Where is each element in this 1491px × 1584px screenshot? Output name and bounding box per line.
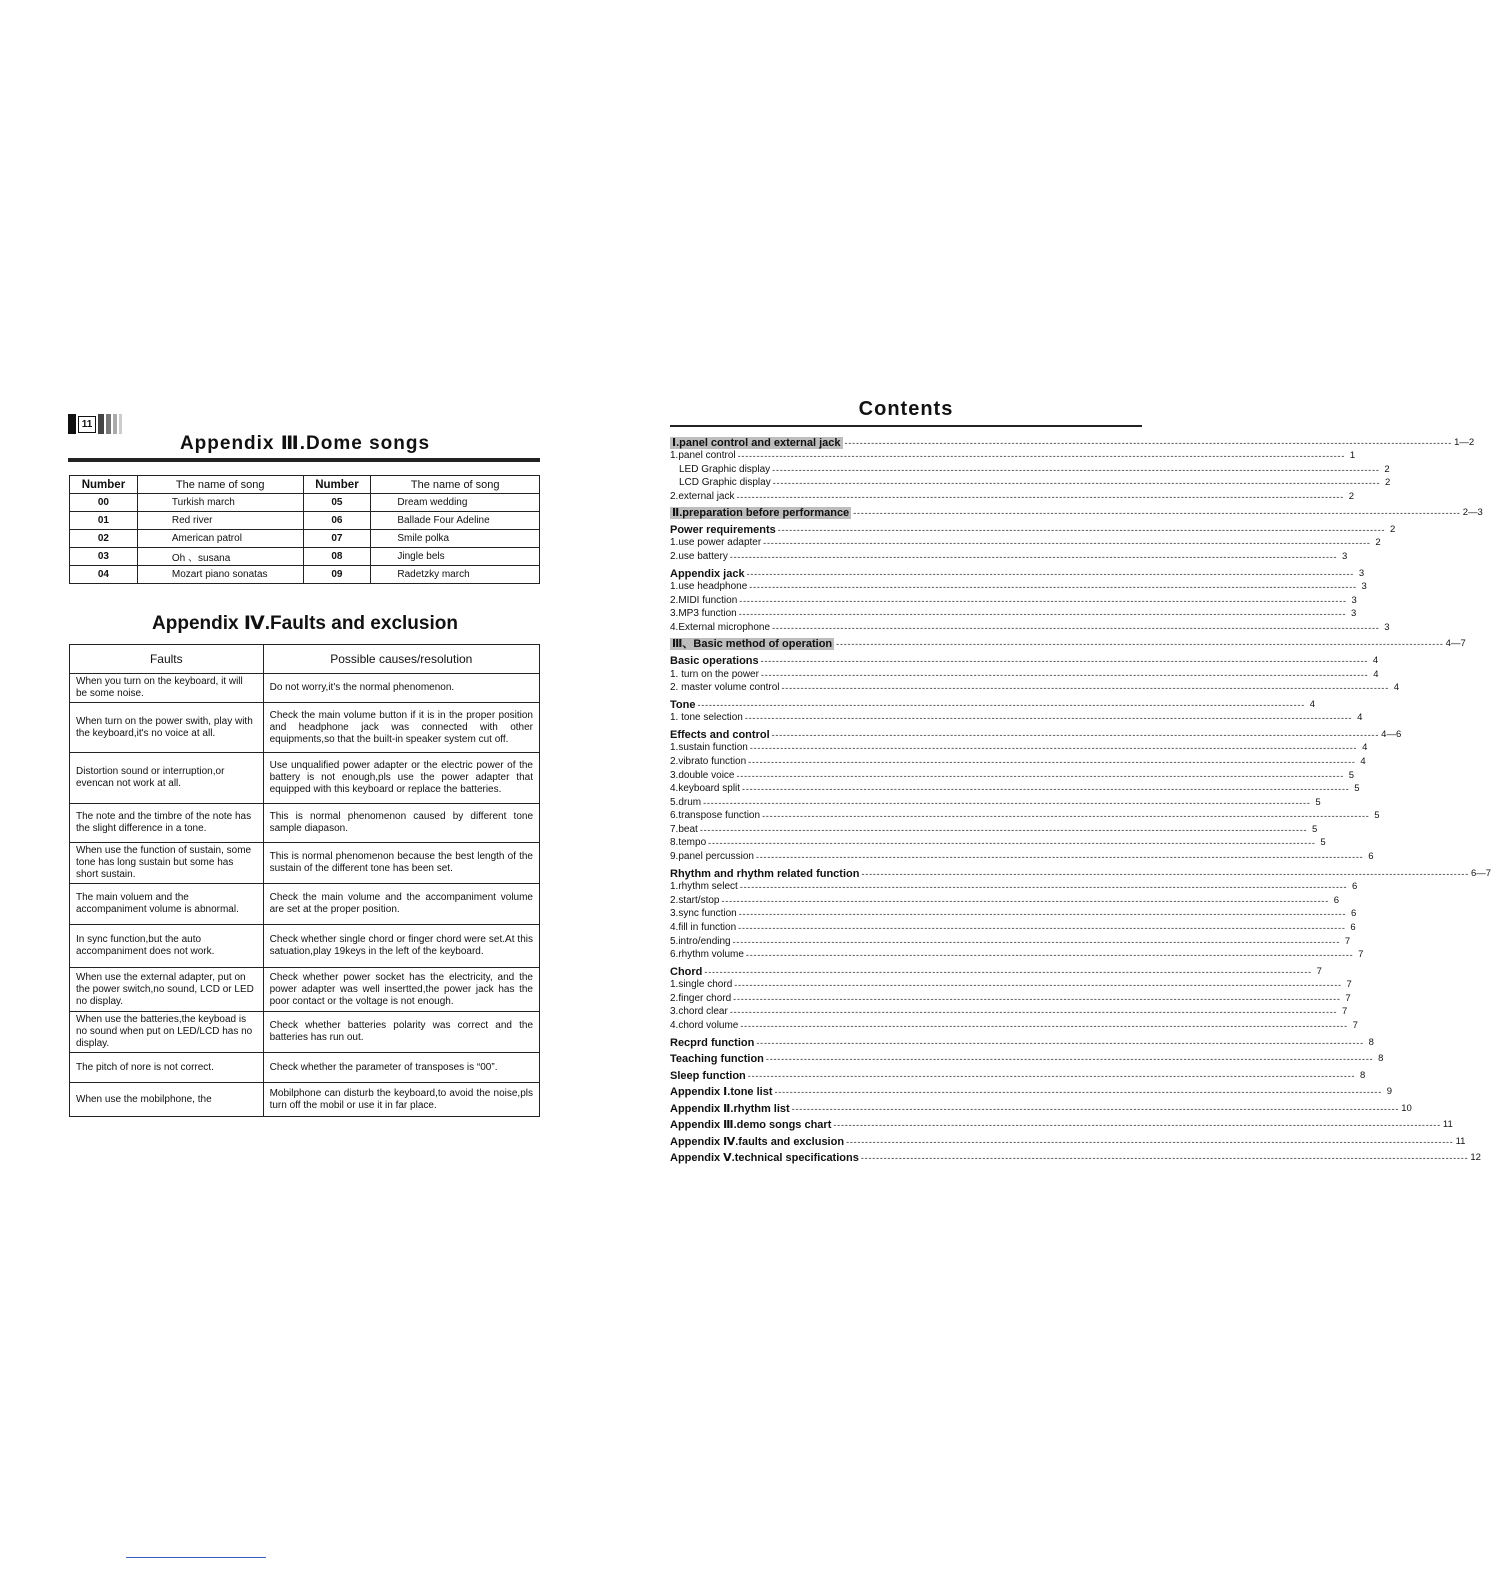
table-header-row	[70, 645, 540, 674]
toc-page-number: 11	[1455, 1135, 1466, 1147]
toc-page-number: 9	[1386, 1086, 1393, 1097]
song-number: 08	[303, 548, 371, 566]
toc-entry-label: LED Graphic display	[679, 463, 771, 475]
fault-cell: The note and the timbre of the note has the slight difference in a tone.	[70, 804, 264, 843]
toc-page-number: 2—3	[1462, 507, 1483, 519]
toc-page-number: 6	[1333, 894, 1339, 906]
toc-entry	[670, 432, 1475, 449]
toc-page-number: 10	[1401, 1102, 1412, 1114]
toc-page-number: 6	[1350, 908, 1357, 920]
toc-entry	[670, 920, 1356, 934]
toc-page-number: 7	[1344, 935, 1351, 947]
song-number: 06	[303, 512, 371, 530]
page-number-badge	[68, 414, 124, 434]
toc-entry-label: 3.double voice	[670, 769, 735, 781]
column-header: The name of song	[371, 476, 540, 494]
song-name-text: Turkish march	[171, 497, 235, 508]
toc-leader: ----------------------------------------------------------------------------------------------------------------------------------------------------------------	[747, 1070, 1356, 1081]
cause-cell: Do not worry,it's the normal phenomenon.	[263, 674, 539, 703]
toc-leader: ----------------------------------------------------------------------------------------------------------------------------------------------------------------	[771, 729, 1380, 740]
toc-entry	[670, 863, 1491, 880]
toc-page-number: 4	[1360, 755, 1366, 767]
toc-leader: ----------------------------------------------------------------------------------------------------------------------------------------------------------------	[699, 824, 1308, 835]
toc-page-number: 6	[1352, 881, 1358, 893]
toc-page-number: 7	[1358, 949, 1364, 961]
toc-entry-label: 7.beat	[670, 823, 698, 835]
song-name	[371, 512, 540, 530]
toc-entry-label: 1.rhythm select	[670, 881, 738, 893]
cause-cell: Check whether the parameter of transposes is “00”.	[263, 1053, 539, 1083]
toc-leader: ----------------------------------------------------------------------------------------------------------------------------------------------------------------	[737, 451, 1346, 462]
toc-page-number: 4	[1357, 712, 1363, 724]
song-name	[137, 530, 303, 548]
toc-page-number: 8	[1378, 1053, 1384, 1064]
toc-leader: ----------------------------------------------------------------------------------------------------------------------------------------------------------------	[772, 478, 1381, 489]
toc-leader: ----------------------------------------------------------------------------------------------------------------------------------------------------------------	[745, 950, 1354, 961]
toc-entry	[670, 1049, 1384, 1066]
toc-entry	[670, 536, 1381, 550]
toc-entry	[670, 667, 1379, 681]
toc-leader: ----------------------------------------------------------------------------------------------------------------------------------------------------------------	[853, 508, 1461, 519]
toc-page-number: 7	[1345, 992, 1351, 1004]
toc-entry-label: 4.fill in function	[670, 921, 737, 933]
toc-entry-label: Ⅱ.preparation before performance	[672, 507, 850, 520]
toc-entry	[670, 476, 1391, 490]
toc-leader: ----------------------------------------------------------------------------------------------------------------------------------------------------------------	[777, 524, 1386, 535]
toc-entry	[670, 1005, 1348, 1019]
toc-entry-label: 4.keyboard split	[670, 783, 741, 795]
cause-cell: Use unqualified power adapter or the electric power of the battery is not enough,pls use the power adapter that equipped with this keyboard or replace the batteries.	[263, 753, 539, 804]
toc-leader: ----------------------------------------------------------------------------------------------------------------------------------------------------------------	[774, 1087, 1383, 1097]
toc-entry	[670, 462, 1390, 476]
faults-table	[69, 644, 540, 1117]
table-row	[70, 512, 540, 530]
toc-entry-label: 1.panel control	[670, 450, 736, 462]
table-row	[70, 804, 540, 843]
toc-entry	[670, 503, 1483, 520]
toc-page-number: 7	[1316, 965, 1322, 977]
toc-entry-label: 1.use power adapter	[670, 537, 762, 549]
toc-entry-label: 2. master volume control	[670, 682, 780, 694]
table-row	[70, 1083, 540, 1117]
toc-leader: ----------------------------------------------------------------------------------------------------------------------------------------------------------------	[756, 1037, 1364, 1048]
toc-leader: ----------------------------------------------------------------------------------------------------------------------------------------------------------------	[721, 895, 1329, 906]
toc-page-number: 5	[1374, 810, 1380, 822]
song-name-text: Jingle bels	[397, 551, 445, 562]
toc-entry-label: 4.chord volume	[670, 1020, 739, 1031]
toc-page-number: 5	[1312, 823, 1318, 835]
toc-entry-label: Recprd function	[670, 1036, 755, 1049]
toc-entry-label: 5.intro/ending	[670, 935, 731, 947]
toc-leader: ----------------------------------------------------------------------------------------------------------------------------------------------------------------	[749, 743, 1358, 754]
toc-leader: ----------------------------------------------------------------------------------------------------------------------------------------------------------------	[846, 1136, 1454, 1147]
toc-entry-label: LCD Graphic display	[679, 477, 771, 489]
toc-page-number: 3	[1358, 567, 1365, 579]
toc-entry	[670, 880, 1358, 894]
toc-leader: ----------------------------------------------------------------------------------------------------------------------------------------------------------------	[844, 437, 1453, 448]
toc-page-number: 3	[1350, 608, 1357, 620]
song-name-text: Oh 、susana	[171, 553, 231, 564]
table-row	[70, 548, 540, 566]
toc-leader: ----------------------------------------------------------------------------------------------------------------------------------------------------------------	[738, 909, 1347, 920]
song-name	[137, 494, 303, 512]
cause-cell: Check the main volume and the accompaniment volume are set at the proper position.	[263, 884, 539, 925]
toc-entry	[670, 724, 1402, 741]
cause-cell: Check whether power socket has the electricity, and the power adapter was well insertted,the power jack has the poor contact or the voltage is not enough.	[263, 968, 539, 1012]
toc-page-number: 8	[1368, 1036, 1374, 1048]
toc-leader: ----------------------------------------------------------------------------------------------------------------------------------------------------------------	[742, 784, 1350, 795]
cause-cell: Check whether batteries polarity was correct and the batteries has run out.	[263, 1012, 539, 1053]
toc-entry-label: Chord	[670, 965, 703, 978]
toc-entry	[670, 634, 1466, 651]
toc-page-number: 11	[1442, 1119, 1453, 1130]
toc-page-number: 4—7	[1445, 638, 1466, 650]
toc-entry	[670, 1065, 1366, 1082]
song-number: 05	[303, 494, 371, 512]
toc-leader: ----------------------------------------------------------------------------------------------------------------------------------------------------------------	[861, 868, 1469, 879]
toc-page-number: 5	[1354, 783, 1360, 795]
toc-entry-label: 1.single chord	[670, 979, 733, 991]
table-row	[70, 703, 540, 753]
toc-leader: ----------------------------------------------------------------------------------------------------------------------------------------------------------------	[772, 622, 1380, 633]
table-row	[70, 1053, 540, 1083]
table-row	[70, 530, 540, 548]
song-number: 04	[70, 566, 138, 584]
toc-leader: ----------------------------------------------------------------------------------------------------------------------------------------------------------------	[762, 811, 1370, 822]
song-name-text: Dream wedding	[397, 497, 468, 508]
toc-entry-label: 3.chord clear	[670, 1006, 728, 1018]
toc-entry-label: Appendix Ⅱ.rhythm list	[670, 1102, 790, 1115]
toc-entry	[670, 681, 1400, 695]
toc-entry-label: Effects and control	[670, 728, 770, 741]
toc-entry	[670, 768, 1355, 782]
fault-cell: The pitch of nore is not correct.	[70, 1053, 264, 1083]
toc-entry	[670, 519, 1396, 536]
cause-cell: Check the main volume button if it is in the proper position and headphone jack was connected with other equipments,so that the built-in speaker system cut off.	[263, 703, 539, 753]
table-row	[70, 494, 540, 512]
toc-page-number: 7	[1342, 1006, 1348, 1018]
toc-page-number: 3	[1361, 581, 1367, 593]
toc-entry-label: Basic operations	[670, 654, 759, 667]
toc-page-number: 1—2	[1454, 436, 1475, 448]
toc-entry-label: 6.transpose function	[670, 810, 761, 822]
toc-entry	[670, 961, 1322, 978]
toc-page-number: 12	[1470, 1152, 1481, 1163]
toc-page-number: 7	[1352, 1020, 1358, 1031]
toc-leader: ----------------------------------------------------------------------------------------------------------------------------------------------------------------	[739, 595, 1347, 606]
toc-leader: ----------------------------------------------------------------------------------------------------------------------------------------------------------------	[734, 980, 1342, 991]
toc-page-number: 2	[1384, 463, 1390, 475]
page-number: 11	[78, 416, 96, 433]
toc-leader: ----------------------------------------------------------------------------------------------------------------------------------------------------------------	[729, 1007, 1338, 1018]
toc-page-number: 3	[1351, 594, 1357, 606]
heading-rule	[68, 458, 540, 462]
toc-page-number: 6	[1368, 851, 1374, 863]
toc-leader: ----------------------------------------------------------------------------------------------------------------------------------------------------------------	[708, 838, 1316, 849]
toc-page-number: 5	[1348, 769, 1355, 781]
toc-entry-label: 2.vibrato function	[670, 755, 747, 767]
toc-page-number: 4	[1362, 742, 1368, 754]
toc-entry-label: Appendix Ⅲ.demo songs chart	[670, 1119, 832, 1131]
toc-entry	[670, 907, 1357, 921]
toc-leader: ----------------------------------------------------------------------------------------------------------------------------------------------------------------	[860, 1153, 1469, 1163]
table-row	[70, 753, 540, 804]
toc-leader: ----------------------------------------------------------------------------------------------------------------------------------------------------------------	[781, 683, 1390, 694]
toc-leader: ----------------------------------------------------------------------------------------------------------------------------------------------------------------	[736, 491, 1345, 502]
fault-cell: Distortion sound or interruption,or evencan not work at all.	[70, 753, 264, 804]
toc-entry	[670, 1131, 1466, 1148]
fault-cell: When use the mobilphone, the	[70, 1083, 264, 1117]
toc-entry-label: Appendix Ⅳ.faults and exclusion	[670, 1135, 845, 1148]
toc-entry-label: 1. turn on the power	[670, 668, 759, 680]
cause-cell: This is normal phenomenon caused by different tone sample diapason.	[263, 804, 539, 843]
toc-entry	[670, 795, 1321, 809]
toc-entry-label: 2.MIDI function	[670, 594, 738, 606]
toc-page-number: 1	[1349, 450, 1356, 462]
table-row	[70, 925, 540, 968]
song-name	[371, 494, 540, 512]
toc-page-number: 5	[1315, 796, 1321, 808]
toc-entry-label: 1.use headphone	[670, 581, 748, 593]
toc-entry	[670, 489, 1355, 503]
fault-cell: The main voluem and the accompaniment volume is abnormal.	[70, 884, 264, 925]
contents-title: Contents	[858, 398, 954, 420]
toc-entry	[670, 948, 1364, 962]
cause-cell: This is normal phenomenon because the best length of the sustain of the different tone has been set.	[263, 843, 539, 884]
song-name	[137, 512, 303, 530]
toc-entry	[670, 620, 1390, 634]
column-header: Possible causes/resolution	[263, 645, 539, 674]
song-name-text: Radetzky march	[397, 569, 470, 580]
toc-entry	[670, 754, 1366, 768]
toc-entry	[670, 1148, 1481, 1165]
toc-leader: ----------------------------------------------------------------------------------------------------------------------------------------------------------------	[744, 713, 1353, 724]
song-name-text: Ballade Four Adeline	[397, 515, 490, 526]
toc-page-number: 2	[1348, 490, 1355, 502]
toc-entry-label: 2.use battery	[670, 551, 728, 563]
toc-entry-label: Power requirements	[670, 523, 776, 536]
toc-page-number: 6—7	[1471, 867, 1491, 879]
toc-entry-label: 2.external jack	[670, 490, 735, 502]
toc-leader: ----------------------------------------------------------------------------------------------------------------------------------------------------------------	[746, 568, 1355, 579]
toc-entry-label: 1.sustain function	[670, 742, 748, 754]
song-name	[137, 548, 303, 566]
fault-cell: When use the external adapter, put on the power switch,no sound, LCD or LED no display.	[70, 968, 264, 1012]
toc-entry	[670, 1082, 1393, 1099]
table-row	[70, 884, 540, 925]
column-header: The name of song	[137, 476, 303, 494]
fault-cell: When you turn on the keyboard, it will be some noise.	[70, 674, 264, 703]
toc-page-number: 2	[1384, 477, 1391, 489]
song-name	[371, 530, 540, 548]
song-name-text: Mozart piano sonatas	[171, 569, 268, 580]
column-header: Number	[303, 476, 371, 494]
toc-entry	[670, 1032, 1374, 1049]
toc-entry-label: Appendix Ⅰ.tone list	[670, 1086, 773, 1098]
cause-cell: Mobilphone can disturb the keyboard,to avoid the noise,pls turn off the mobil or use it in far place.	[263, 1083, 539, 1117]
toc-leader: ----------------------------------------------------------------------------------------------------------------------------------------------------------------	[765, 1054, 1374, 1064]
toc-entry	[670, 1098, 1412, 1115]
toc-page-number: 3	[1342, 551, 1348, 563]
toc-leader: ----------------------------------------------------------------------------------------------------------------------------------------------------------------	[760, 669, 1369, 680]
song-name-text: American patrol	[171, 533, 242, 544]
toc-entry	[670, 607, 1357, 621]
toc-entry	[670, 549, 1348, 563]
toc-page-number: 4—6	[1381, 728, 1402, 740]
toc-leader: ----------------------------------------------------------------------------------------------------------------------------------------------------------------	[749, 582, 1357, 593]
toc-leader: ----------------------------------------------------------------------------------------------------------------------------------------------------------------	[755, 852, 1364, 863]
toc-entry	[670, 711, 1363, 725]
toc-leader: ----------------------------------------------------------------------------------------------------------------------------------------------------------------	[739, 882, 1348, 893]
footer-rule	[126, 1557, 266, 1558]
toc-page-number: 4	[1372, 654, 1379, 666]
toc-leader: ----------------------------------------------------------------------------------------------------------------------------------------------------------------	[732, 936, 1341, 947]
toc-entry-label: 2.finger chord	[670, 992, 732, 1004]
toc-entry	[670, 741, 1368, 755]
toc-page-number: 6	[1350, 921, 1356, 933]
toc-leader: ----------------------------------------------------------------------------------------------------------------------------------------------------------------	[748, 756, 1356, 767]
toc-page-number: 5	[1320, 837, 1326, 849]
table-of-contents	[670, 432, 1491, 1164]
toc-entry	[670, 809, 1380, 823]
toc-entry	[670, 978, 1352, 992]
cause-cell: Check whether single chord or finger chord were set.At this satuation,play 19keys in the left of the keyboard.	[263, 925, 539, 968]
toc-entry-label: 5.drum	[670, 796, 702, 808]
toc-entry-label: 8.tempo	[670, 837, 707, 849]
songs-heading: Appendix Ⅲ.Dome songs	[179, 433, 431, 454]
toc-entry-label: Ⅲ、Basic method of operation	[672, 638, 833, 651]
toc-entry	[670, 1115, 1453, 1132]
song-name-text: Smile polka	[397, 533, 450, 544]
toc-leader: ----------------------------------------------------------------------------------------------------------------------------------------------------------------	[738, 609, 1347, 620]
toc-entry-label: 6.rhythm volume	[670, 949, 744, 961]
toc-leader: ----------------------------------------------------------------------------------------------------------------------------------------------------------------	[763, 538, 1371, 549]
toc-entry	[670, 822, 1318, 836]
column-header: Number	[70, 476, 138, 494]
toc-entry-label: Teaching function	[670, 1053, 764, 1065]
table-row	[70, 968, 540, 1012]
toc-entry	[670, 694, 1315, 711]
song-number: 03	[70, 548, 138, 566]
toc-entry	[670, 893, 1339, 907]
toc-entry-label: 9.panel percussion	[670, 851, 754, 863]
table-header-row	[70, 476, 540, 494]
fault-cell: When use the batteries,the keyboad is no sound when put on LED/LCD has no display.	[70, 1012, 264, 1053]
song-number: 09	[303, 566, 371, 584]
toc-entry	[670, 991, 1351, 1005]
toc-page-number: 2	[1390, 523, 1396, 535]
toc-leader: ----------------------------------------------------------------------------------------------------------------------------------------------------------------	[760, 655, 1369, 666]
song-name	[371, 566, 540, 584]
faults-heading: Appendix Ⅳ.Faults and exclusion	[152, 613, 458, 634]
toc-entry-label: Appendix jack	[670, 567, 745, 580]
toc-entry	[670, 449, 1356, 463]
toc-entry-label: 1. tone selection	[670, 712, 743, 724]
toc-entry-label: Rhythm and rhythm related function	[670, 867, 860, 880]
toc-entry	[670, 836, 1326, 850]
table-row	[70, 1012, 540, 1053]
toc-page-number: 2	[1375, 537, 1381, 549]
toc-leader: ----------------------------------------------------------------------------------------------------------------------------------------------------------------	[736, 770, 1345, 781]
toc-leader: ----------------------------------------------------------------------------------------------------------------------------------------------------------------	[836, 639, 1444, 650]
toc-entry-label: 2.start/stop	[670, 894, 720, 906]
song-name	[371, 548, 540, 566]
toc-entry-label: 4.External microphone	[670, 621, 771, 633]
toc-entry-label: Sleep function	[670, 1069, 746, 1082]
toc-page-number: 3	[1384, 621, 1390, 633]
toc-entry	[670, 934, 1351, 948]
toc-entry-label: Tone	[670, 698, 696, 711]
toc-entry-label: 3.sync function	[670, 908, 737, 920]
toc-entry	[670, 593, 1357, 607]
toc-entry	[670, 849, 1374, 863]
table-row	[70, 566, 540, 584]
song-name-text: Red river	[171, 515, 213, 526]
toc-entry	[670, 782, 1360, 796]
fault-cell: In sync function,but the auto accompaniment does not work.	[70, 925, 264, 968]
toc-leader: ----------------------------------------------------------------------------------------------------------------------------------------------------------------	[772, 464, 1380, 475]
toc-entry	[670, 1018, 1358, 1032]
toc-leader: ----------------------------------------------------------------------------------------------------------------------------------------------------------------	[833, 1120, 1441, 1130]
toc-leader: ----------------------------------------------------------------------------------------------------------------------------------------------------------------	[704, 966, 1312, 977]
toc-page-number: 7	[1346, 979, 1352, 991]
song-number: 01	[70, 512, 138, 530]
toc-entry-label: Appendix Ⅴ.technical specifications	[670, 1152, 859, 1164]
toc-entry-label: Ⅰ.panel control and external jack	[672, 436, 841, 449]
toc-page-number: 4	[1309, 698, 1315, 710]
toc-leader: ----------------------------------------------------------------------------------------------------------------------------------------------------------------	[729, 552, 1338, 563]
toc-leader: ----------------------------------------------------------------------------------------------------------------------------------------------------------------	[697, 699, 1305, 710]
toc-page-number: 4	[1373, 668, 1379, 680]
toc-entry	[670, 650, 1379, 667]
song-name	[137, 566, 303, 584]
toc-leader: ----------------------------------------------------------------------------------------------------------------------------------------------------------------	[740, 1021, 1348, 1031]
table-row	[70, 843, 540, 884]
fault-cell: When turn on the power swith, play with the keyboard,it's no voice at all.	[70, 703, 264, 753]
toc-entry	[670, 580, 1367, 594]
toc-entry	[670, 563, 1365, 580]
toc-leader: ----------------------------------------------------------------------------------------------------------------------------------------------------------------	[733, 993, 1341, 1004]
column-header: Faults	[70, 645, 264, 674]
contents-rule	[670, 425, 1142, 427]
demo-songs-table	[69, 475, 540, 584]
fault-cell: When use the function of sustain, some tone has long sustain but some has short sustain.	[70, 843, 264, 884]
song-number: 02	[70, 530, 138, 548]
toc-entry-label: 3.MP3 function	[670, 608, 737, 620]
song-number: 00	[70, 494, 138, 512]
toc-leader: ----------------------------------------------------------------------------------------------------------------------------------------------------------------	[738, 922, 1346, 933]
toc-page-number: 4	[1393, 682, 1400, 694]
toc-leader: ----------------------------------------------------------------------------------------------------------------------------------------------------------------	[703, 797, 1311, 808]
toc-leader: ----------------------------------------------------------------------------------------------------------------------------------------------------------------	[791, 1103, 1400, 1114]
table-row	[70, 674, 540, 703]
song-number: 07	[303, 530, 371, 548]
toc-page-number: 8	[1360, 1069, 1366, 1081]
